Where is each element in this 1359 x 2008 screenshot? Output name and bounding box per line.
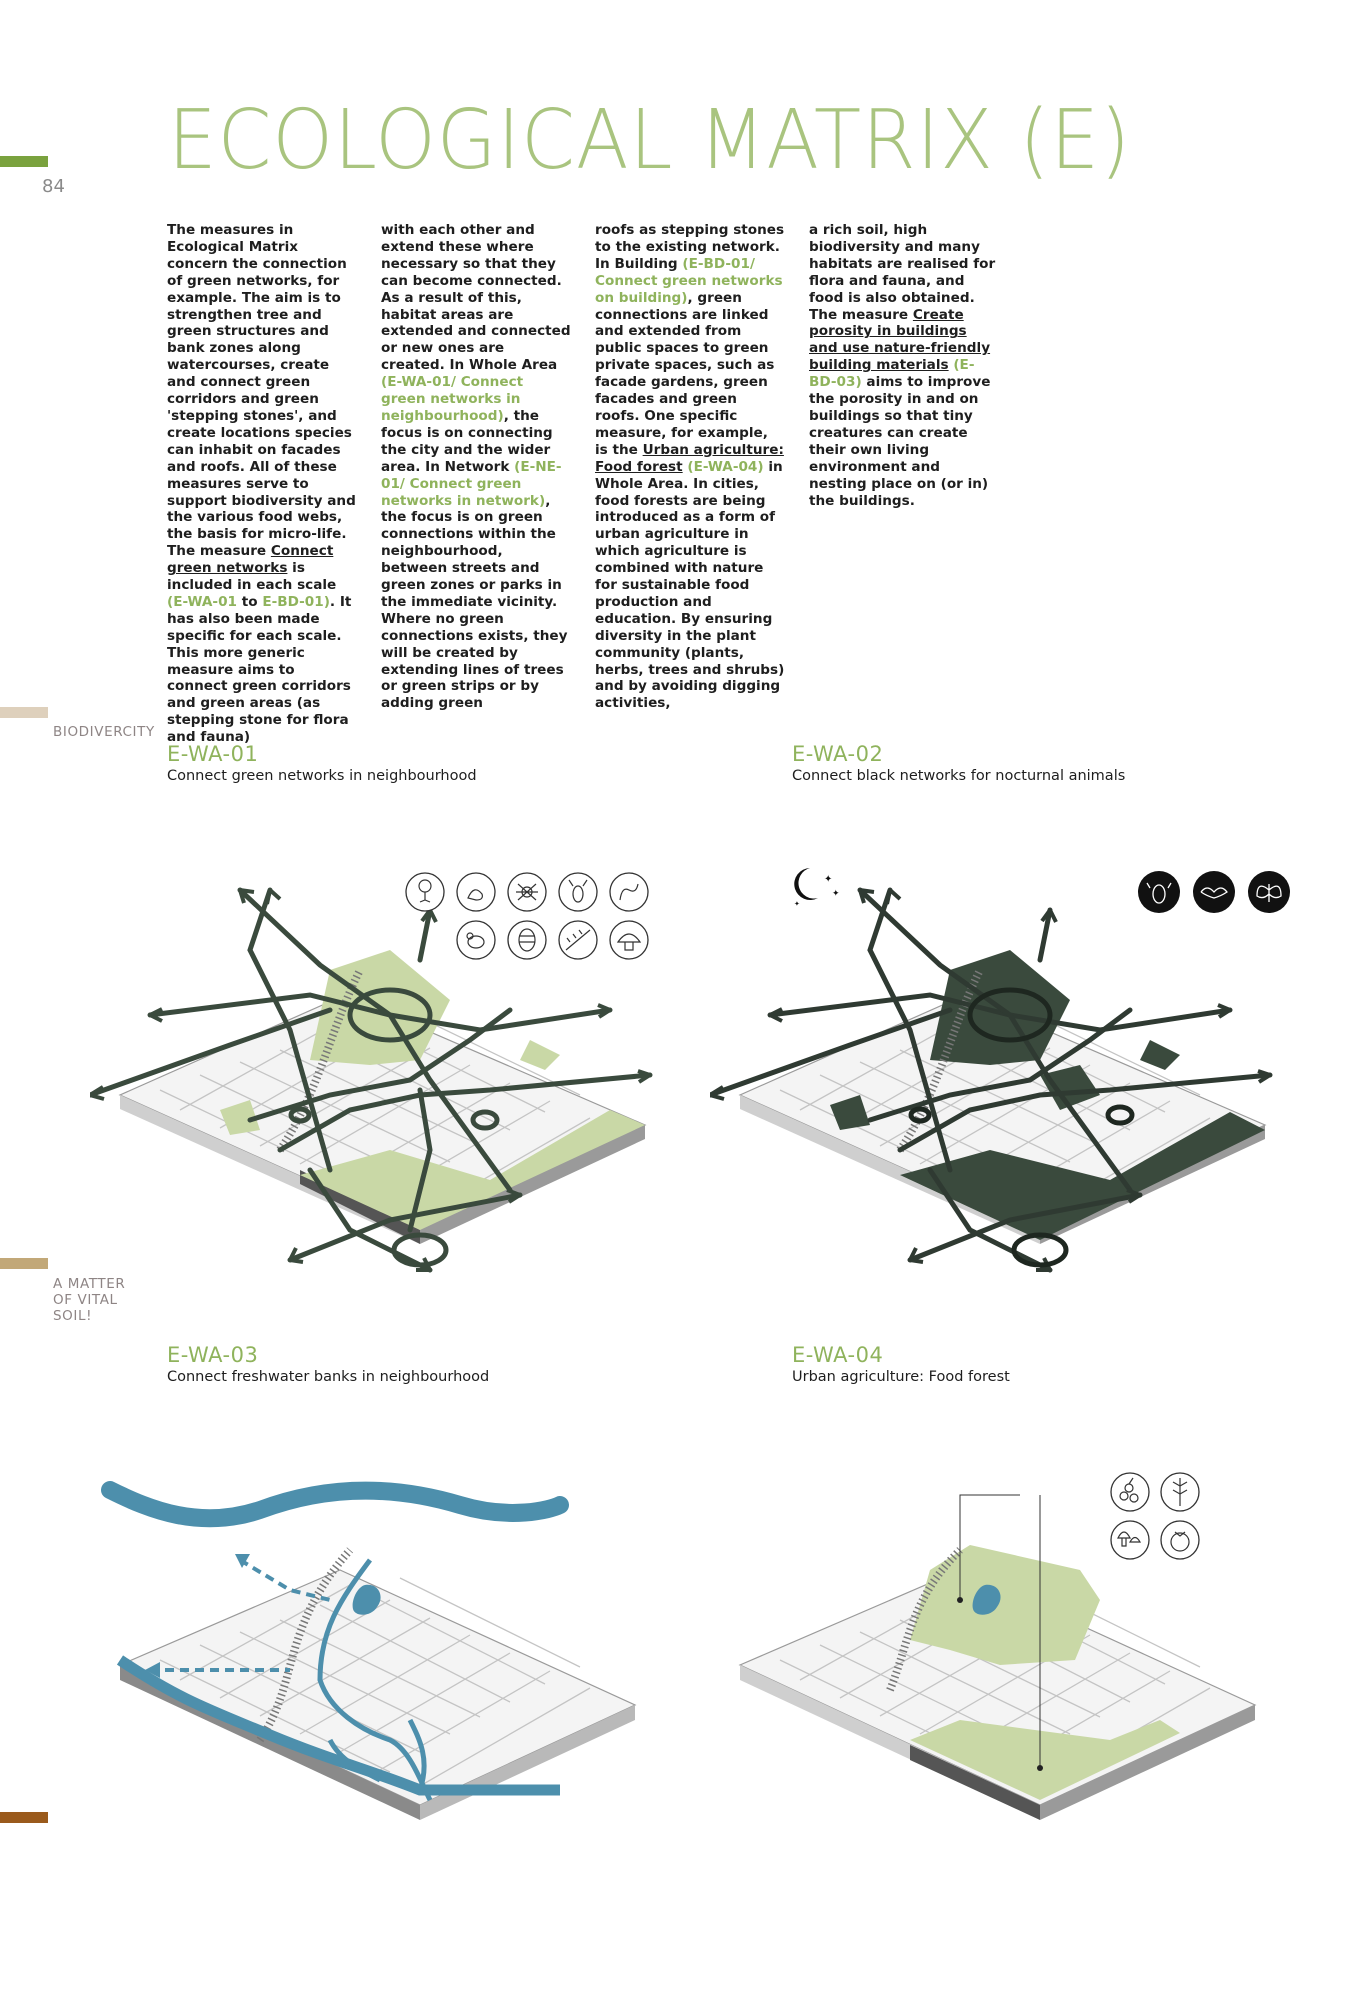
measure-name: Connect green networks (167, 543, 334, 577)
svg-text:✦: ✦ (832, 889, 840, 899)
black-network-diagram (710, 850, 1340, 1300)
food-forest-area (910, 1545, 1100, 1665)
soil-bar (0, 1258, 48, 1269)
measure-label: Urban agriculture: Food forest (792, 1369, 1010, 1385)
text-segment: As a result of this, habitat areas are extended and connected or new ones are created. In Whole Area (381, 289, 571, 374)
soil-label: A MATTER OF VITAL SOIL! (53, 1276, 126, 1324)
measure-reference: (E-BD-03) (809, 357, 975, 391)
dark-patch (1140, 1040, 1180, 1070)
text-column-4 (809, 222, 999, 509)
paragraph (381, 222, 571, 712)
woodlouse-icon (508, 921, 546, 959)
measure-code: E-WA-03 (167, 1343, 259, 1367)
text-segment: aims to improve the porosity in and on buildings so that tiny creatures can create their own living environment and nesting place on (or in) the buildings. (809, 374, 991, 509)
text-segment: with each other and extend these where necessary so that they can become connected. (381, 222, 562, 289)
leader-dot (1037, 1765, 1043, 1771)
text-column-3 (595, 222, 785, 712)
text-segment: , green connections are linked and extended from public spaces to green private spaces, such as facade gardens, green facades and green roofs. One specific measure, for example, is the (595, 289, 775, 458)
worm-icon (610, 873, 648, 911)
mouse-icon (457, 921, 495, 959)
tomato-icon (1161, 1521, 1199, 1559)
measure-reference: (E-WA-04) (687, 458, 764, 475)
measure-code: E-WA-01 (167, 742, 259, 766)
measure-reference: (E-NE-01/ Connect green networks in network) (381, 458, 562, 509)
svg-text:✦: ✦ (824, 874, 833, 885)
measure-reference: (E-WA-01/ Connect green networks in neighbourhood) (381, 374, 524, 424)
measure-code: E-WA-02 (792, 742, 884, 766)
food-icons (1111, 1473, 1199, 1559)
text-segment: a rich soil, high biodiversity and many habitats are realised for flora and fauna, and food is also obtained. The measure (809, 222, 996, 323)
green-network-diagram (90, 850, 710, 1300)
text-segment: . It has also been made specific for each scale. This more generic measure aims to connect green corridors and green areas (as stepping stone for flora and fauna) (167, 593, 352, 746)
measure-code: E-WA-04 (792, 1343, 884, 1367)
biodiversity-bar (0, 707, 48, 718)
nocturnal-icons (1138, 871, 1290, 913)
paragraph (809, 222, 999, 509)
text-column-2 (381, 222, 571, 712)
paragraph (167, 222, 357, 746)
leader-dot (957, 1597, 963, 1603)
text-segment: , the focus is on connecting the city and the wider area. In Network (381, 407, 553, 475)
page-number-bar (0, 156, 48, 167)
measure-name: Urban agriculture: Food forest (595, 441, 784, 475)
text-column-1 (167, 222, 357, 746)
text-segment: roofs as stepping stones to the existing network. In Building (595, 222, 785, 272)
brown-bar (0, 1812, 48, 1823)
measure-label: Connect freshwater banks in neighbourhood (167, 1369, 490, 1385)
mushroom-icon (1111, 1521, 1149, 1559)
beetle-icon (1138, 871, 1180, 913)
svg-text:✦: ✦ (794, 900, 800, 908)
page-number: 84 (42, 176, 65, 197)
snail-icon (457, 873, 495, 911)
measure-reference: E-BD-01) (262, 593, 330, 610)
food-forest-diagram (710, 1450, 1340, 1880)
freshwater-banks-diagram (90, 1450, 710, 1880)
text-segment: The measures in Ecological Matrix concern the connection of green networks, for example. The aim is to strengthen tree and green structures and bank zones along watercourses, create and connect green corridors and green 'stepping stones', and create locations species can inhabit on facades and roofs. All of these measures serve to support biodiversity and the various food webs, the basis for micro-life. The measure (167, 222, 356, 560)
measure-label: Connect green networks in neighbourhood (167, 768, 477, 784)
page-title: ECOLOGICAL MATRIX (E) (168, 93, 1132, 188)
text-segment: is included in each scale (167, 560, 337, 594)
measure-reference: (E-BD-01/ Connect green networks on building) (595, 255, 783, 306)
moon-stars-icon (794, 868, 840, 908)
text-segment: in Whole Area. In cities, food forests are being introduced as a form of urban agriculture in which agriculture is combined with nature for sustainable food production and education. By ensuring diversity in the plant community (plants, herbs, trees and shrubs) and by avoiding digging activities, (595, 458, 785, 712)
text-segment: to (237, 593, 263, 610)
river (110, 1490, 560, 1518)
mushroom-icon (610, 921, 648, 959)
text-segment: , the focus is on green connections within the neighbourhood, between streets and green zones or parks in the immediate vicinity. Where no green connections exists, they will be created by extending lines of trees or green strips or by adding green (381, 492, 568, 712)
species-icons (406, 873, 648, 959)
green-patch (520, 1040, 560, 1070)
measure-label: Connect black networks for nocturnal animals (792, 768, 1126, 784)
beetle-icon (559, 873, 597, 911)
measure-reference: (E-WA-01 (167, 593, 237, 610)
biodiversity-label: BIODIVERCITY (53, 724, 155, 740)
paragraph (595, 222, 785, 712)
measure-name: Create porosity in buildings and use nature-friendly building materials (809, 306, 991, 374)
